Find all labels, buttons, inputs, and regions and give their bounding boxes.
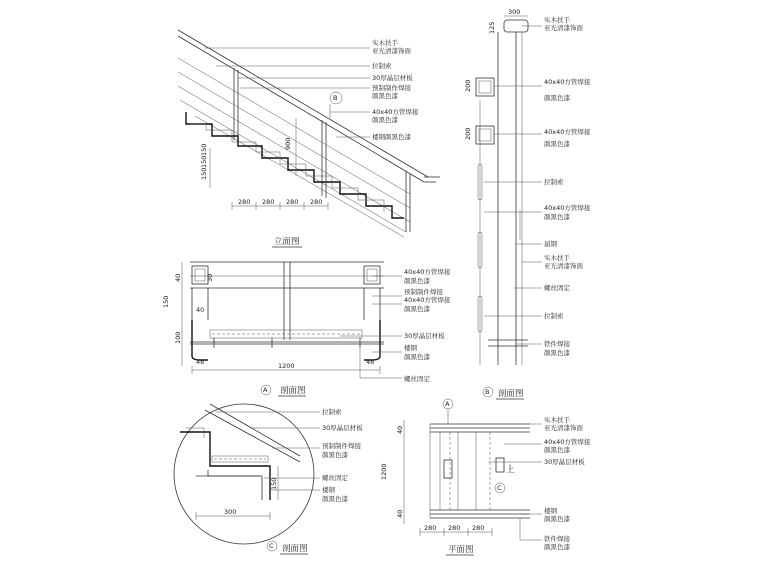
section-c-label-3: 预制制件焊接 (322, 442, 361, 450)
section-a-title: 剖面图 (280, 386, 306, 396)
elevation-label-6: 颜黑色漆 (372, 92, 398, 100)
section-c-label-1: 拉制索 (322, 408, 342, 416)
plan-label-4: 颜黑色漆 (544, 446, 570, 454)
plan-marker-side: C (497, 484, 502, 492)
section-a-dim-7: 48 (366, 358, 375, 366)
elevation-label-5: 预制制作焊接 (372, 84, 411, 92)
section-c-title: 剖面图 (282, 544, 308, 554)
elevation-dim-bottom-3: 280 (286, 198, 299, 206)
elevation-dim-left-1: 150 (200, 167, 208, 180)
section-b-label-9: 颜黑色漆 (544, 213, 570, 221)
section-b-label-1: 实木扶手 (544, 16, 570, 24)
elevation-dim-left-2: 150 (200, 155, 208, 168)
section-b-dim-2: 125 (488, 21, 496, 34)
plan-dim-left-3: 40 (396, 509, 404, 518)
elevation-label-9: 楼钢颜黑色漆 (372, 133, 411, 141)
plan-dim-left-1: 40 (396, 425, 404, 434)
plan-label-9: 颜黑色漆 (544, 543, 570, 551)
section-a-dim-5: 100 (174, 331, 182, 344)
section-a-label-8: 颜黑色漆 (404, 353, 430, 361)
plan-label-6: 楼钢 (544, 507, 557, 515)
section-a-label-1: 40x40方管焊接 (404, 268, 451, 276)
plan-marker-top: A (445, 400, 450, 408)
plan-dim-left-2: 1200 (380, 463, 388, 480)
elevation-dim-left-3: 150 (200, 143, 208, 156)
section-a-view (162, 262, 451, 396)
elevation-label-3: 拉制索 (372, 62, 392, 70)
section-b-label-8: 40x40方管焊接 (544, 204, 591, 212)
section-a-dim-3: 150 (162, 295, 170, 308)
section-b-label-16: 颜黑色漆 (544, 349, 570, 357)
plan-dim-bottom-1: 280 (424, 524, 437, 532)
elevation-view (178, 30, 440, 247)
section-b-label-3: 40x40方管焊接 (544, 78, 591, 86)
section-a-dim-6: 48 (196, 358, 205, 366)
section-c-dim-2: 150 (270, 477, 278, 490)
section-c-label-7: 颜黑色漆 (322, 495, 348, 503)
plan-label-5: 30厚晶层材板 (544, 458, 585, 466)
section-a-label-7: 楼钢 (404, 344, 417, 352)
section-a-label-2: 颜黑色漆 (404, 277, 430, 285)
plan-label-3: 40x40方管焊接 (544, 438, 591, 446)
section-b-dim-4: 200 (464, 127, 472, 140)
section-b-label-6: 颜黑色漆 (544, 140, 570, 148)
section-c-label-5: 螺丝固定 (322, 474, 348, 482)
section-b-label-4: 颜黑色漆 (544, 94, 570, 102)
section-c-label-6: 楼钢 (322, 486, 335, 494)
section-b-label-11: 实木扶手 (544, 254, 570, 262)
plan-label-8: 铁件焊接 (544, 535, 570, 543)
section-c-marker: C (269, 542, 274, 550)
section-b-dim-3: 200 (464, 79, 472, 92)
section-a-dim-2: 30 (206, 273, 214, 282)
section-b-title: 剖面图 (498, 389, 524, 399)
section-b-label-5: 40x40方管焊接 (544, 128, 591, 136)
section-a-dim-8: 1200 (278, 362, 295, 370)
section-b-label-15: 铁件焊接 (544, 340, 570, 348)
section-a-label-4: 40x40方管焊接 (404, 296, 451, 304)
section-b-marker: B (485, 388, 490, 396)
plan-dim-bottom-3: 280 (472, 524, 485, 532)
section-a-label-3: 预制制件焊接 (404, 288, 443, 296)
plan-label-2: 亚光清漆饰面 (544, 424, 583, 432)
elevation-dim-bottom-2: 280 (262, 198, 275, 206)
plan-label-7: 颜黑色漆 (544, 515, 570, 523)
elevation-title: 立面图 (274, 237, 300, 247)
section-a-label-9: 螺丝固定 (404, 375, 430, 383)
section-b-label-10: 届钢 (544, 240, 557, 248)
elevation-label-2: 亚光清漆饰面 (372, 47, 411, 55)
plan-dim-bottom-2: 280 (448, 524, 461, 532)
plan-view (380, 399, 591, 555)
section-a-marker: A (263, 386, 268, 394)
section-b-label-7: 拉制索 (544, 178, 564, 186)
elevation-label-1: 实木扶手 (372, 39, 398, 47)
section-a-label-6: 30厚晶层材板 (404, 332, 445, 340)
elevation-label-8: 颜黑色漆 (372, 116, 398, 124)
section-b-label-14: 拉制索 (544, 312, 564, 320)
section-a-dim-1: 40 (174, 273, 182, 282)
section-a-dim-4: 40 (196, 306, 205, 314)
elevation-dim-bottom-1: 280 (238, 198, 251, 206)
section-c-view (174, 404, 363, 554)
section-b-label-13: 螺丝固定 (544, 284, 570, 292)
elevation-label-4: 30厚晶层材板 (372, 74, 413, 82)
elevation-label-7: 40x40方管焊接 (372, 108, 419, 116)
section-b-dim-1: 300 (508, 8, 521, 16)
elevation-dim-bottom-4: 280 (310, 198, 323, 206)
elevation-section-marker: B (333, 94, 338, 102)
section-b-view (464, 8, 591, 399)
section-b-label-2: 亚光清漆饰面 (544, 24, 583, 32)
section-b-label-12: 亚光清漆饰面 (544, 262, 583, 270)
elevation-dim-900: 900 (284, 137, 292, 150)
plan-label-1: 实木扶手 (544, 416, 570, 424)
section-a-label-5: 颜黑色漆 (404, 305, 430, 313)
section-c-label-4: 颜黑色漆 (322, 451, 348, 459)
plan-title: 平面图 (448, 545, 474, 555)
section-c-dim-1: 300 (224, 508, 237, 516)
plan-up-label: 上 (506, 465, 515, 475)
section-c-label-2: 30厚晶层材板 (322, 424, 363, 432)
